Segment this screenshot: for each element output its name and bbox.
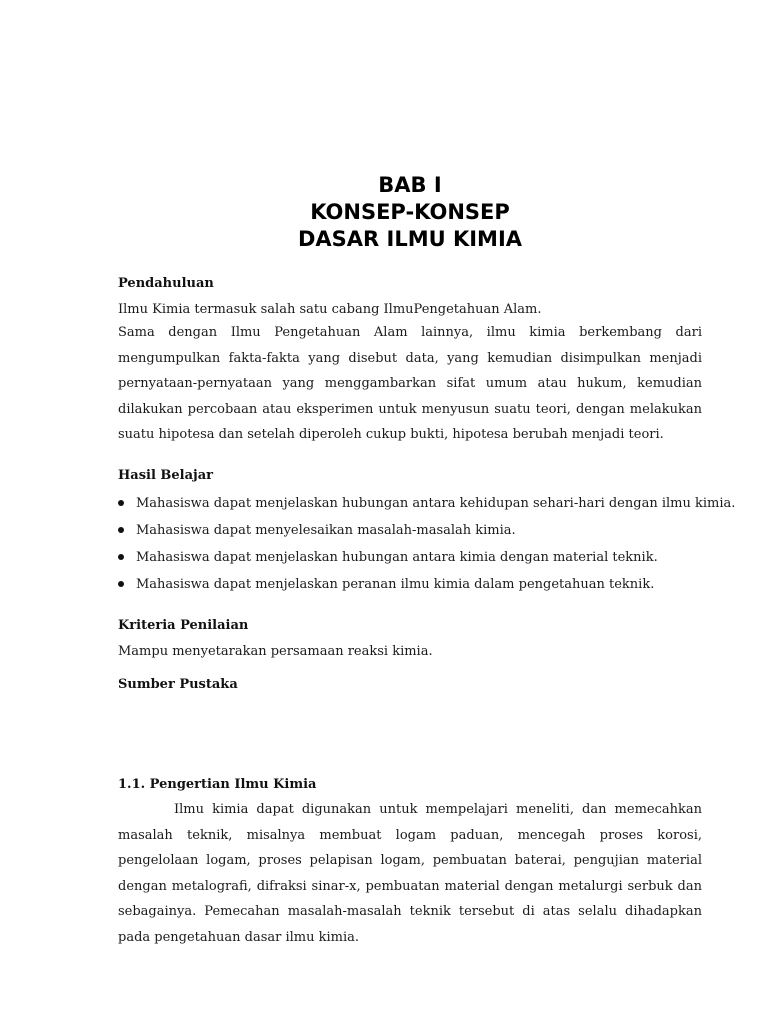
heading-section-1-1: 1.1. Pengertian Ilmu Kimia <box>118 777 317 792</box>
kriteria-text: Mampu menyetarakan persamaan reaksi kimia. <box>118 644 433 659</box>
bullet-icon <box>118 500 124 506</box>
document-page <box>118 0 736 1024</box>
heading-sumber-pustaka: Sumber Pustaka <box>118 677 238 692</box>
hasil-belajar-list <box>118 490 736 598</box>
chapter-title-line-1: KONSEP-KONSEP <box>310 200 510 224</box>
chapter-title-line-2: DASAR ILMU KIMIA <box>297 227 523 251</box>
heading-kriteria-penilaian: Kriteria Penilaian <box>118 618 249 633</box>
list-item: Mahasiswa dapat menjelaskan hubungan antara kimia dengan material teknik. <box>118 544 702 571</box>
pendahuluan-paragraph: Sama dengan Ilmu Pengetahuan Alam lainnya, ilmu kimia berkembang dari mengumpulkan fakta-fakta yang disebut data, yang kemudian disimpulkan menjadi pernyataan-pernyataan yang menggambarkan sifat umum atau hukum, kemudian dilakukan percobaan atau eksperimen untuk menyusun suatu teori, dengan melakukan suatu hipotesa dan setelah diperoleh cukup bukti, hipotesa berubah menjadi teori. <box>118 325 702 443</box>
list-item: Mahasiswa dapat menjelaskan hubungan antara kehidupan sehari-hari dengan ilmu kimia. <box>118 490 702 517</box>
heading-pendahuluan: Pendahuluan <box>118 276 214 291</box>
list-item: Mahasiswa dapat menyelesaikan masalah-masalah kimia. <box>118 517 702 544</box>
chapter-number: BAB I <box>378 173 442 197</box>
bullet-icon <box>118 581 124 587</box>
pendahuluan-intro: Ilmu Kimia termasuk salah satu cabang IlmuPengetahuan Alam. <box>118 302 542 317</box>
list-item: Mahasiswa dapat menjelaskan peranan ilmu kimia dalam pengetahuan teknik. <box>118 571 702 598</box>
bullet-icon <box>118 527 124 533</box>
bullet-icon <box>118 554 124 560</box>
section-1-1-paragraph: Ilmu kimia dapat digunakan untuk mempelajari meneliti, dan memecahkan masalah teknik, misalnya membuat logam paduan, mencegah proses korosi, pengelolaan logam, proses pelapisan logam, pembuatan baterai, pengujian material dengan metalografi, difraksi sinar-x, pembuatan material dengan metalurgi serbuk dan sebagainya. Pemecahan masalah-masalah teknik tersebut di atas selalu dihadapkan pada pengetahuan dasar ilmu kimia. <box>118 802 702 945</box>
chapter-title <box>118 172 702 253</box>
heading-hasil-belajar: Hasil Belajar <box>118 468 214 483</box>
